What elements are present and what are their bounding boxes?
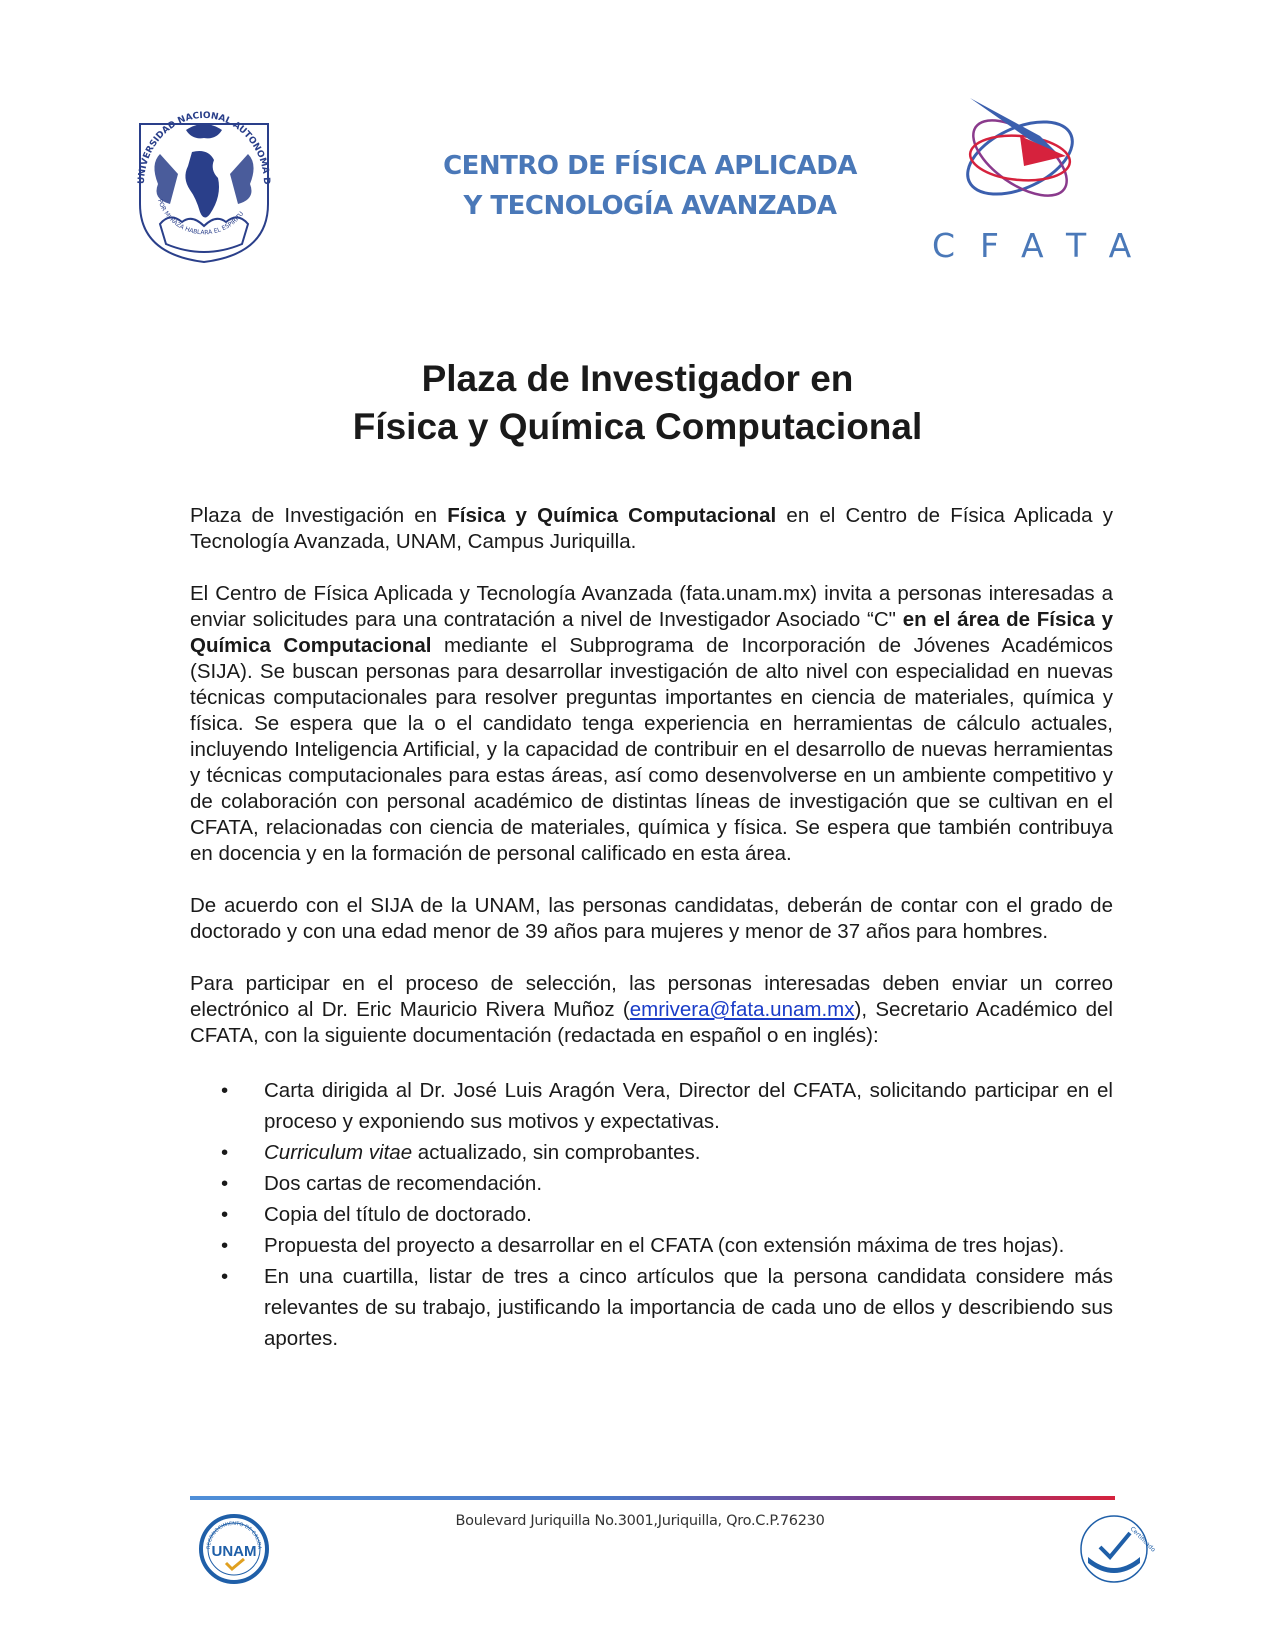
list-item: • En una cuartilla, listar de tres a cinco artículos que la persona candidata considere más relevantes de su trabajo, justificando la importancia de cada uno de ellos y describiendo sus aportes. <box>264 1261 1113 1354</box>
list-item: • Curriculum vitae actualizado, sin comprobantes. <box>264 1137 1113 1168</box>
document-list <box>190 1075 1113 1354</box>
unam-seal-text: UNIVERSIDAD NACIONAL AUTONOMA D <box>136 110 272 185</box>
list-item: • Copia del título de doctorado. <box>264 1199 1113 1230</box>
institute-name-line1: CENTRO DE FÍSICA APLICADA <box>443 151 857 181</box>
document-body <box>190 503 1113 1354</box>
document-title-line1: Plaza de Investigador en <box>421 358 854 399</box>
description-paragraph: El Centro de Física Aplicada y Tecnología Avanzada (fata.unam.mx) invita a personas interesadas a enviar solicitudes para una contratación a nivel de Investigador Asociado “C" en el área de Física y Química Computacional mediante el Subprograma de Incorporación de Jóvenes Académicos (SIJA). Se buscan personas para desarrollar investigación de alto nivel con especialidad en nuevas técnicas computacionales para resolver preguntas importantes en ciencia de materiales, química y física. Se espera que la o el candidato tenga experiencia en herramientas de cálculo actuales, incluyendo Inteligencia Artificial, y la capacidad de contribuir en el desarrollo de nuevas herramientas y técnicas computacionales para estas áreas, así como desenvolverse en un ambiente competitivo y de colaboración con personal académico de distintas líneas de investigación que se cultivan en el CFATA, relacionadas con ciencia de materiales, química y física. Se espera que también contribuya en docencia y en la formación de personal calificado en esta área. <box>190 582 1113 865</box>
document-title <box>200 355 1075 451</box>
certification-seal <box>1078 1513 1157 1585</box>
footer-address: Boulevard Juriquilla No.3001,Juriquilla, Qro.C.P.76230 <box>455 1513 825 1529</box>
application-paragraph: Para participar en el proceso de selección, las personas interesadas deben enviar un correo electrónico al Dr. Eric Mauricio Rivera Muñoz (emrivera@fata.unam.mx), Secretario Académico del CFATA, con la siguiente documentación (redactada en español o en inglés): <box>190 972 1113 1047</box>
contact-email-link[interactable]: emrivera@fata.unam.mx <box>629 998 855 1021</box>
unam-seal-caption: RECONOCIMIENTO DE CALIDA <box>205 1520 263 1550</box>
list-item: • Propuesta del proyecto a desarrollar en el CFATA (con extensión máxima de tres hojas). <box>264 1230 1113 1261</box>
intro-paragraph: Plaza de Investigación en Física y Química Computacional en el Centro de Física Aplicada y Tecnología Avanzada, UNAM, Campus Juriquilla. <box>190 504 1113 553</box>
institute-name-line2: Y TECNOLOGÍA AVANZADA <box>463 191 837 221</box>
cfata-logo-text: CFATA <box>932 226 1157 265</box>
unam-motto: POR MI RAZA HABLARA EL ESPIRITU <box>156 198 246 237</box>
certification-seal-caption: Certificado <box>1128 1525 1157 1554</box>
list-item: • Dos cartas de recomendación. <box>264 1168 1113 1199</box>
unam-quality-seal <box>198 1513 270 1585</box>
list-item: • Carta dirigida al Dr. José Luis Aragón Vera, Director del CFATA, solicitando participar en el proceso y exponiendo sus motivos y expectativas. <box>264 1075 1113 1137</box>
eligibility-paragraph: De acuerdo con el SIJA de la UNAM, las personas candidatas, deberán de contar con el grado de doctorado y con una edad menor de 39 años para mujeres y menor de 37 años para hombres. <box>190 894 1113 943</box>
document-title-line2: Física y Química Computacional <box>352 406 923 447</box>
unam-seal-label: UNAM <box>211 1543 257 1560</box>
unam-logo <box>130 104 278 264</box>
institute-name <box>380 146 920 226</box>
footer-divider <box>190 1496 1115 1500</box>
